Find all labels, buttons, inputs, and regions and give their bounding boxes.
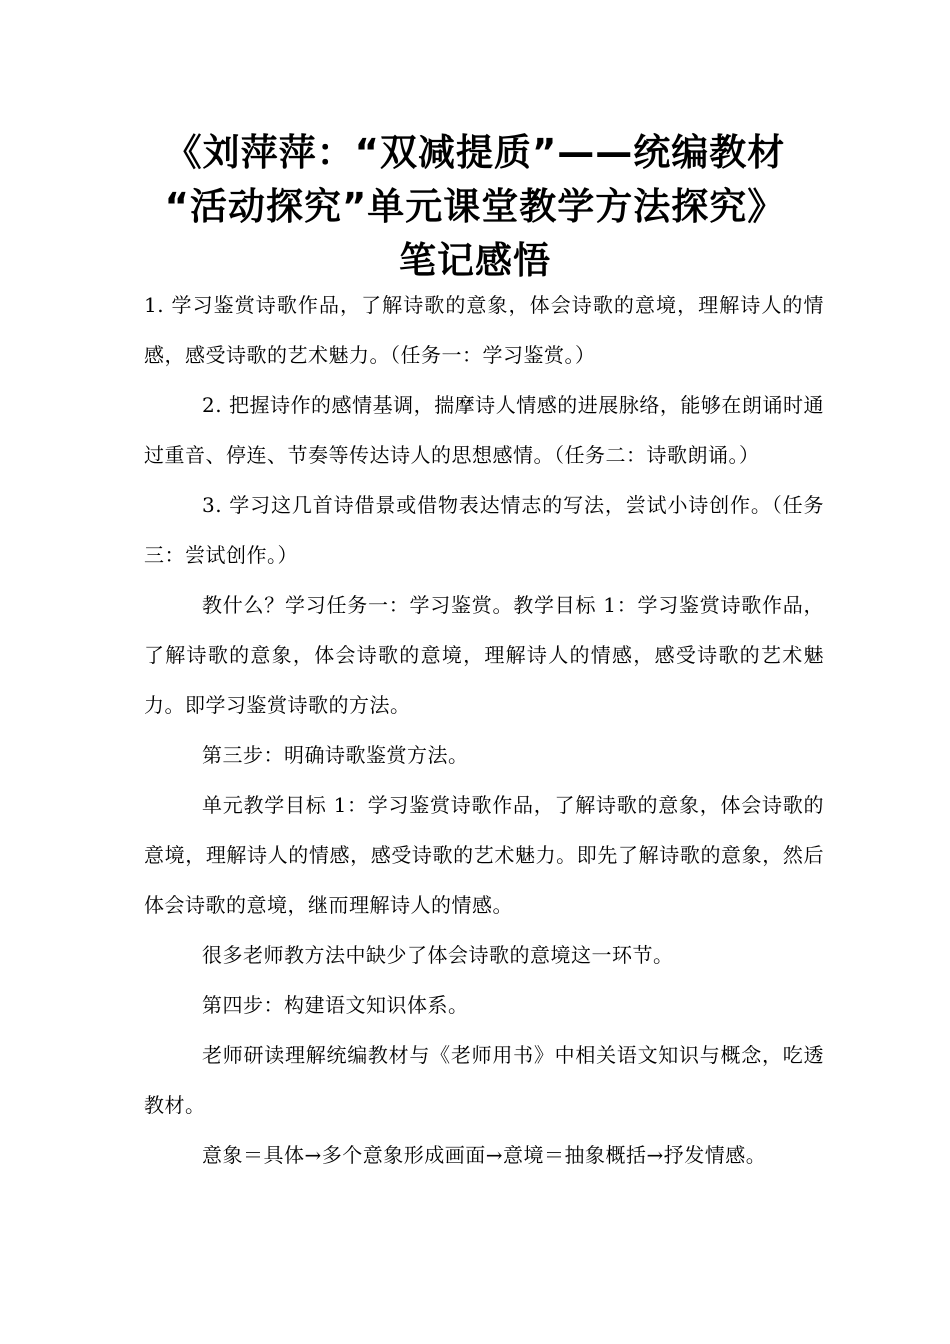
title-line-3: 笔记感悟 xyxy=(399,239,551,282)
paragraph-3: 3. 学习这几首诗借景或借物表达情志的写法，尝试小诗创作。（任务三：尝试创作。） xyxy=(144,493,824,567)
title-line-2: “活动探究”单元课堂教学方法探究》 xyxy=(164,185,786,228)
paragraph-7: 很多老师教方法中缺少了体会诗歌的意境这一环节。 xyxy=(202,943,674,967)
paragraph-9: 老师研读理解统编教材与《老师用书》中相关语文知识与概念，吃透教材。 xyxy=(144,1043,824,1117)
title-line-1: 《刘萍萍：“双减提质”——统编教材 xyxy=(164,131,786,174)
paragraph-6: 单元教学目标 1：学习鉴赏诗歌作品，了解诗歌的意象，体会诗歌的意境，理解诗人的情感，感受诗歌的艺术魅力。即先了解诗歌的意象，然后体会诗歌的意境，继而理解诗人的情感。 xyxy=(144,793,824,917)
document-body xyxy=(144,280,824,1180)
document-title xyxy=(140,126,810,288)
paragraph-2: 2. 把握诗作的感情基调，揣摩诗人情感的进展脉络，能够在朗诵时通过重音、停连、节奏等传达诗人的思想感情。（任务二：诗歌朗诵。） xyxy=(144,393,824,467)
paragraph-5: 第三步：明确诗歌鉴赏方法。 xyxy=(202,743,469,767)
paragraph-4: 教什么？学习任务一：学习鉴赏。教学目标 1：学习鉴赏诗歌作品，了解诗歌的意象，体会诗歌的意境，理解诗人的情感，感受诗歌的艺术魅力。即学习鉴赏诗歌的方法。 xyxy=(144,593,824,717)
paragraph-8: 第四步：构建语文知识体系。 xyxy=(202,993,469,1017)
paragraph-10: 意象＝具体→多个意象形成画面→意境＝抽象概括→抒发情感。 xyxy=(202,1143,767,1167)
paragraph-1: 1. 学习鉴赏诗歌作品，了解诗歌的意象，体会诗歌的意境，理解诗人的情感，感受诗歌的艺术魅力。（任务一：学习鉴赏。） xyxy=(144,293,824,367)
